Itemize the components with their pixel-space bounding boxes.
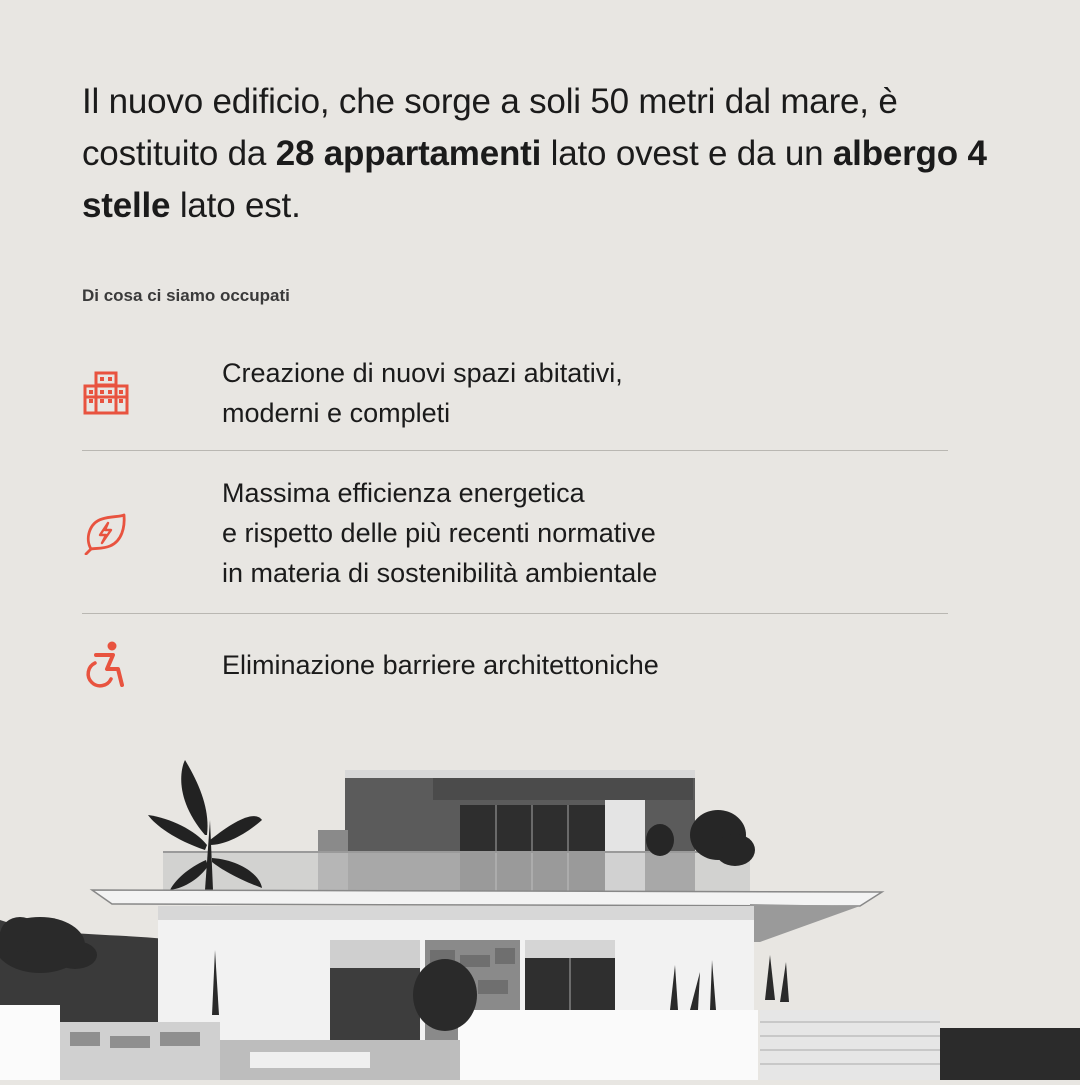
feature-text: Massima efficienza energetica e rispetto delle più recenti normative in materia di sostenibilità ambientale: [222, 478, 658, 588]
intro-highlight-hotel: albergo 4 stelle: [82, 134, 987, 225]
feature-item-new-spaces: [82, 340, 948, 451]
tree-left: [0, 917, 97, 973]
intro-highlight-apartments: 28 appartamenti: [275, 134, 542, 173]
feature-item-accessibility: [82, 614, 948, 726]
feature-list: [82, 340, 948, 726]
villa-photo: [0, 740, 1080, 1080]
feature-text: Eliminazione barriere architettoniche: [222, 650, 659, 680]
intro-text-2: lato ovest e da un: [541, 134, 833, 173]
intro-paragraph: [82, 76, 1012, 232]
feature-item-energy-efficiency: [82, 451, 948, 614]
accessibility-icon: [82, 641, 222, 689]
intro-text-3: lato est.: [170, 186, 301, 225]
feature-text: Creazione di nuovi spazi abitativi, moderni e completi: [222, 358, 623, 428]
intro-text-1: Il nuovo edificio, che sorge a soli 50 metri dal mare, è costituito da: [82, 82, 898, 173]
section-label: Di cosa ci siamo occupati: [82, 286, 290, 305]
building-icon: [82, 371, 222, 415]
eco-energy-leaf-icon: [82, 511, 222, 555]
